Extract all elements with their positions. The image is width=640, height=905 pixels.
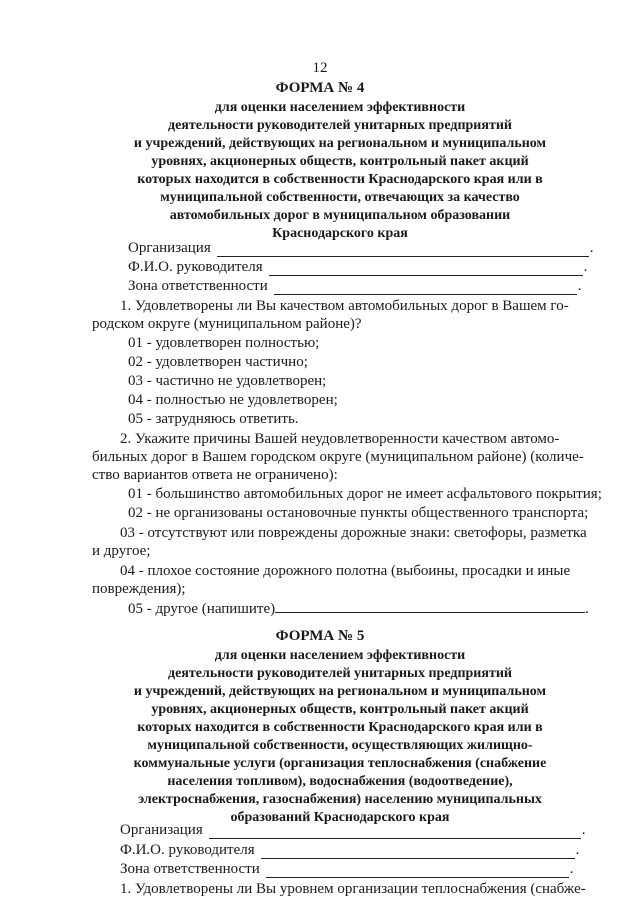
form4-q1-option[interactable]: 02 - удовлетворен частично; bbox=[128, 354, 308, 370]
form4-subtitle-line: Краснодарского края bbox=[272, 226, 408, 241]
form4-q2-option-line: 03 - отсутствуют или повреждены дорожные знаки: светофоры, разметка bbox=[120, 525, 587, 541]
form4-organization-line[interactable] bbox=[217, 242, 589, 257]
form4-subtitle-line: муниципальной собственности, отвечающих за качество bbox=[160, 190, 520, 205]
form4-question-2 bbox=[92, 430, 600, 484]
form4-subtitle-line: для оценки населением эффективности bbox=[214, 100, 466, 115]
form5-zone-line[interactable] bbox=[266, 863, 569, 878]
form4-zone-label: Зона ответственности bbox=[128, 278, 268, 294]
form5-subtitle-line: и учреждений, действующих на региональном и муниципальном bbox=[133, 684, 547, 699]
form5-organization-field[interactable]: Организация . bbox=[120, 822, 586, 838]
form4-director-field[interactable]: Ф.И.О. руководителя . bbox=[128, 259, 588, 275]
form5-subtitle-line: населения топливом), водоснабжения (водоотведение), bbox=[167, 774, 513, 789]
form5-question-1: 1. Удовлетворены ли Вы уровнем организации теплоснабжения (снабже- bbox=[120, 881, 586, 897]
form4-zone-field[interactable]: Зона ответственности . bbox=[128, 278, 582, 294]
form5-organization-label: Организация bbox=[120, 822, 203, 838]
form5-zone-label: Зона ответственности bbox=[120, 861, 260, 877]
form5-director-line[interactable] bbox=[261, 844, 575, 859]
form4-zone-line[interactable] bbox=[274, 280, 577, 295]
form4-q2-line: бильных дорог в Вашем городском округе (муниципальном районе) (количе- bbox=[92, 449, 584, 465]
form4-q2-option-4[interactable] bbox=[92, 562, 600, 598]
form4-subtitle-line: автомобильных дорог в муниципальном образовании bbox=[169, 208, 511, 223]
page-number: 12 bbox=[312, 60, 328, 76]
form5-subtitle-line: деятельности руководителей унитарных предприятий bbox=[168, 666, 512, 681]
form4-q2-option-3[interactable] bbox=[92, 524, 600, 560]
form4-q2-option-5[interactable]: 05 - другое (напишите) . bbox=[128, 601, 589, 617]
form5-subtitle-line: электроснабжения, газоснабжения) населению муниципальных bbox=[138, 792, 542, 807]
form4-organization-label: Организация bbox=[128, 240, 211, 256]
form4-q1-option[interactable]: 05 - затрудняюсь ответить. bbox=[128, 411, 299, 427]
form4-q2-option[interactable]: 02 - не организованы остановочные пункты общественного транспорта; bbox=[128, 505, 589, 521]
form4-subtitle-line: уровнях, акционерных обществ, контрольный пакет акций bbox=[151, 154, 529, 169]
form4-q2-option-line: и другое; bbox=[92, 543, 151, 559]
form4-q2-line: ство вариантов ответа не ограничено): bbox=[92, 467, 338, 483]
form4-q2-other-line[interactable] bbox=[275, 600, 585, 613]
form4-title: ФОРМА № 4 bbox=[275, 80, 365, 96]
form4-q2-option-line: 04 - плохое состояние дорожного полотна (выбоины, просадки и иные bbox=[120, 563, 571, 579]
form4-q2-line: 2. Укажите причины Вашей неудовлетворенности качеством автомо- bbox=[120, 431, 560, 447]
form4-director-line[interactable] bbox=[269, 261, 583, 276]
form4-subtitle-line: которых находится в собственности Краснодарского края или в bbox=[137, 172, 543, 187]
form4-q2-option-5-label: 05 - другое (напишите) bbox=[128, 601, 276, 617]
form5-director-label: Ф.И.О. руководителя bbox=[120, 842, 255, 858]
form4-q1-line: 1. Удовлетворены ли Вы качеством автомобильных дорог в Вашем го- bbox=[120, 298, 569, 314]
form4-organization-field[interactable]: Организация . bbox=[128, 240, 594, 256]
form5-subtitle-line: коммунальные услуги (организация теплоснабжения (снабжение bbox=[133, 756, 547, 771]
form5-organization-line[interactable] bbox=[209, 824, 581, 839]
form4-q1-option[interactable]: 01 - удовлетворен полностью; bbox=[128, 335, 320, 351]
form4-subtitle-line: и учреждений, действующих на региональном и муниципальном bbox=[133, 136, 547, 151]
form5-title: ФОРМА № 5 bbox=[275, 628, 365, 644]
form5-subtitle-line: образований Краснодарского края bbox=[230, 810, 450, 825]
form5-subtitle-line: муниципальной собственности, осуществляющих жилищно- bbox=[147, 738, 533, 753]
form4-q1-option[interactable]: 04 - полностью не удовлетворен; bbox=[128, 392, 338, 408]
form4-director-label: Ф.И.О. руководителя bbox=[128, 259, 263, 275]
form4-q2-option-line: повреждения); bbox=[92, 581, 186, 597]
form4-q1-line: родском округе (муниципальном районе)? bbox=[92, 316, 362, 332]
form5-director-field[interactable]: Ф.И.О. руководителя . bbox=[120, 842, 580, 858]
form5-zone-field[interactable]: Зона ответственности . bbox=[120, 861, 574, 877]
form5-subtitle-line: уровнях, акционерных обществ, контрольный пакет акций bbox=[151, 702, 529, 717]
form5-subtitle-line: которых находится в собственности Краснодарского края или в bbox=[137, 720, 543, 735]
form4-q2-option[interactable]: 01 - большинство автомобильных дорог не имеет асфальтового покрытия; bbox=[128, 486, 602, 502]
form4-subtitle bbox=[90, 99, 590, 243]
form5-subtitle bbox=[90, 647, 590, 827]
form4-subtitle-line: деятельности руководителей унитарных предприятий bbox=[168, 118, 512, 133]
form4-q1-option[interactable]: 03 - частично не удовлетворен; bbox=[128, 373, 327, 389]
form5-subtitle-line: для оценки населением эффективности bbox=[214, 648, 466, 663]
form4-question-1 bbox=[92, 297, 600, 333]
